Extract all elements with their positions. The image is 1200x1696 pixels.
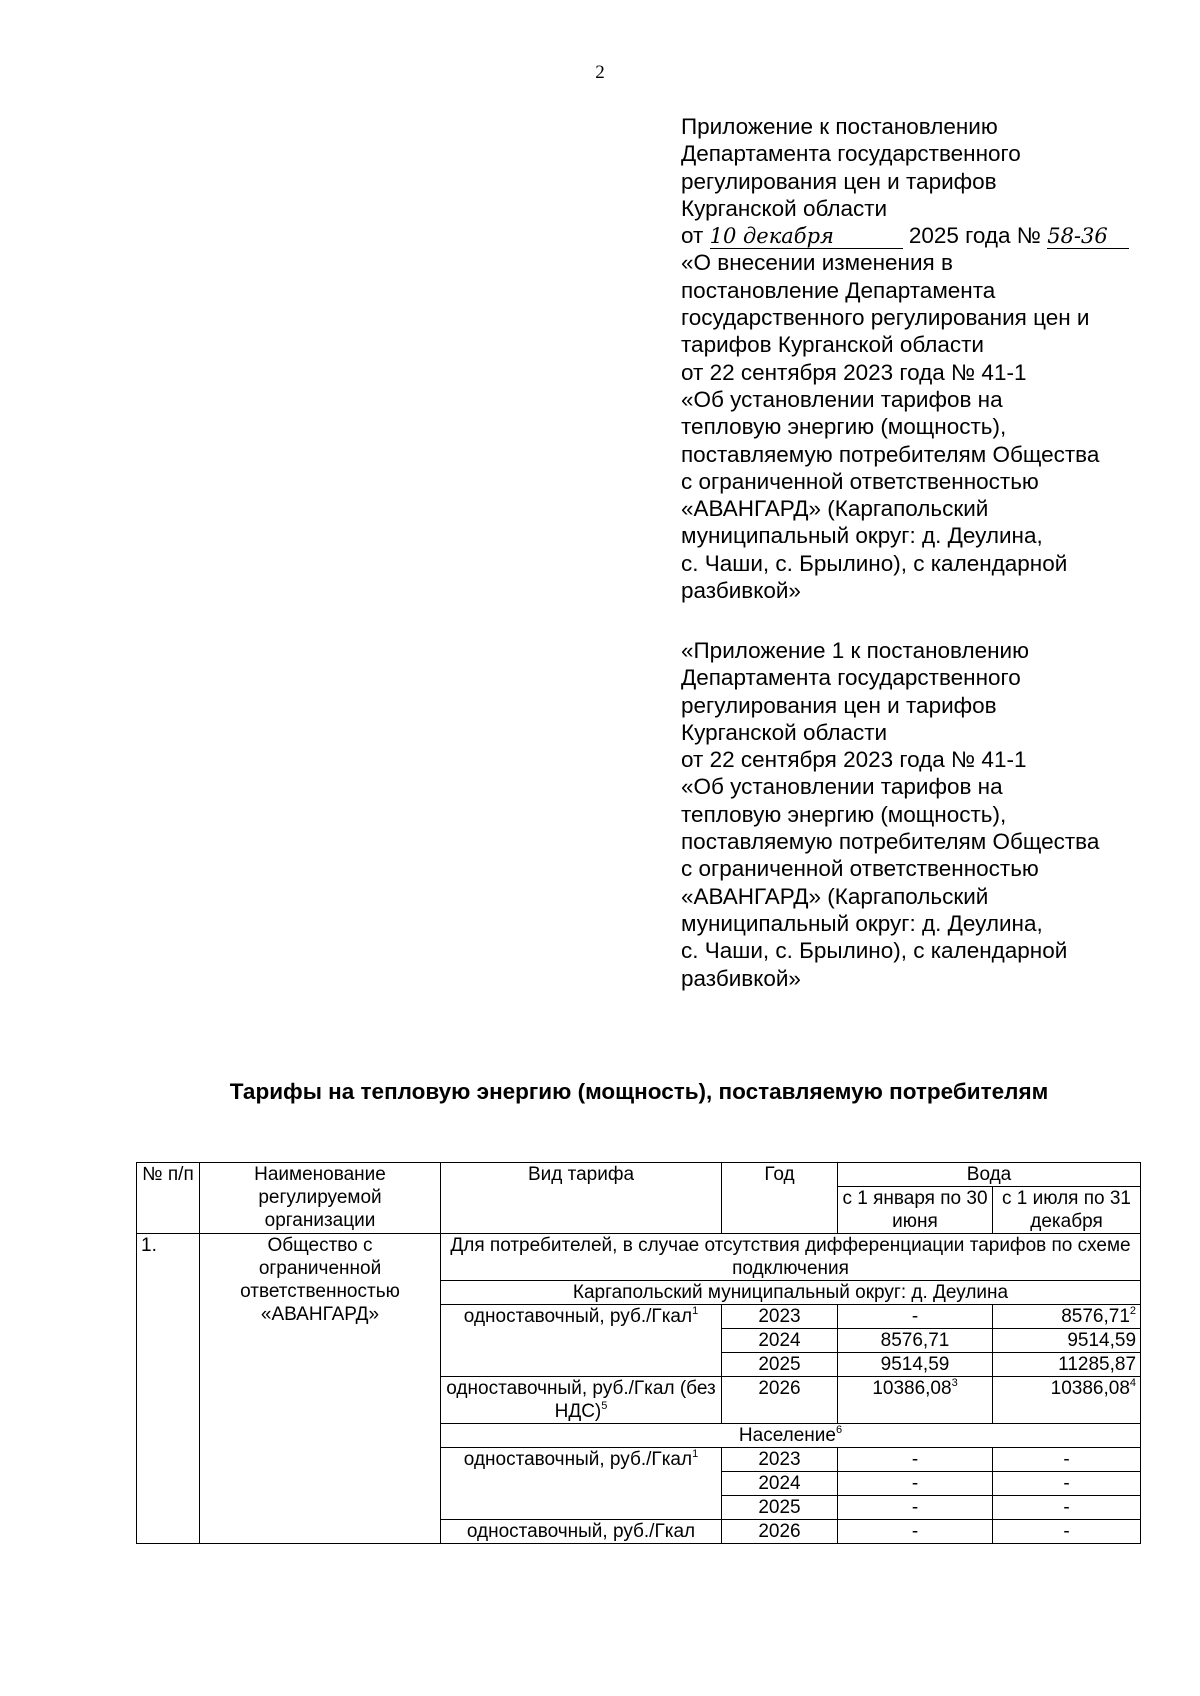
appendix-1-line: «Приложение 1 к постановлению [681,638,1029,663]
tariff-type-cell [441,1377,722,1424]
year-cell: 2026 [722,1377,838,1424]
footnote-mark: 4 [1129,1377,1137,1389]
district-row: Каргапольский муниципальный округ: д. Деулина [441,1281,1141,1305]
header-period-1: с 1 января по 30 июня [838,1187,993,1234]
appendix-header-line: Приложение к постановлению [681,114,998,139]
row-number: 1. [137,1234,200,1544]
tariff-type-label: одноставочный, руб./Гкал [463,1449,693,1470]
appendix-1-line: разбивкой» [681,965,801,991]
tariff-type-cell [441,1305,722,1377]
appendix-header-line: муниципальный округ: д. Деулина, [681,523,1043,549]
footnote-mark: 1 [692,1448,699,1460]
handwritten-number: 58-36 [1047,224,1129,249]
appendix-header-line: поставляемую потребителям Общества [681,441,1100,467]
period-1-value: 9514,59 [838,1353,993,1377]
appendix-header-line: «АВАНГАРД» (Каргапольский [681,496,989,522]
appendix-1-line: с. Чаши, с. Брылино), с календарной [681,938,1068,964]
period-2-value: - [993,1448,1141,1472]
period-2-value: - [993,1496,1141,1520]
appendix-1-line: от 22 сентября 2023 года № 41-1 [681,747,1027,773]
organization-name: Общество с ограниченной ответственностью «АВАНГАРД» [200,1234,441,1544]
appendix-header-line: тепловую энергию (мощность), [681,414,1007,440]
table-row [137,1234,1141,1281]
value-text: 10386,08 [872,1378,952,1399]
period-1-value: 8576,71 [838,1329,993,1353]
tariff-type-label: одноставочный, руб./Гкал [463,1306,693,1327]
appendix-header-line: регулирования цен и тарифов [681,168,997,194]
period-1-value: - [838,1448,993,1472]
footnote-mark: 5 [601,1400,608,1412]
period-2-value: - [993,1472,1141,1496]
footnote-mark: 1 [692,1305,699,1317]
appendix-1-line: «АВАНГАРД» (Каргапольский [681,883,989,909]
header-org: Наименование регулируемой организации [200,1163,441,1234]
page-number: 2 [595,62,605,83]
year-cell: 2025 [722,1496,838,1520]
year-cell: 2023 [722,1448,838,1472]
appendix-1-line: регулирования цен и тарифов [681,692,997,718]
year-cell: 2024 [722,1472,838,1496]
tariff-type-label: одноставочный, руб./Гкал [441,1520,722,1544]
appendix-header-line: Департамента государственного [681,141,1021,167]
appendix-header-line: «О внесении изменения в [681,250,953,276]
appendix-header-line: от 22 сентября 2023 года № 41-1 [681,359,1027,385]
table-header-row [137,1163,1141,1187]
period-2-value: 11285,87 [993,1353,1141,1377]
year-cell: 2025 [722,1353,838,1377]
appendix-header-line: государственного регулирования цен и [681,305,1090,331]
tariff-type-label: одноставочный, руб./Гкал (без НДС) [446,1378,716,1422]
appendix-header [681,113,1151,604]
header-tariff-type: Вид тарифа [441,1163,722,1234]
year-cell: 2023 [722,1305,838,1329]
period-1-value [838,1377,993,1424]
value-text: 8576,71 [1061,1306,1130,1327]
appendix-1-line: поставляемую потребителям Общества [681,829,1100,855]
appendix-header-line: тарифов Курганской области [681,332,984,358]
footnote-mark: 2 [1129,1305,1137,1317]
period-1-value: - [838,1496,993,1520]
appendix-1-line: муниципальный округ: д. Деулина, [681,910,1043,936]
appendix-1-line: с ограниченной ответственностью [681,856,1039,882]
date-prefix: от [681,223,704,249]
appendix-1-line: Курганской области [681,719,888,745]
period-1-value: - [838,1305,993,1329]
decree-date-line [681,222,1151,249]
appendix-header-line: Курганской области [681,195,888,221]
period-2-value [993,1305,1141,1329]
header-period-2: с 1 июля по 31 декабря [993,1187,1141,1234]
period-2-value: - [993,1520,1141,1544]
handwritten-date: 10 декабря [710,224,903,249]
period-2-value: 9514,59 [993,1329,1141,1353]
appendix-header-line: с ограниченной ответственностью [681,468,1039,494]
header-year: Год [722,1163,838,1234]
year-cell: 2026 [722,1520,838,1544]
appendix-1-line: Департамента государственного [681,665,1021,691]
document-title: Тарифы на тепловую энергию (мощность), поставляемую потребителям [229,1079,1049,1104]
header-num: № п/п [137,1163,200,1234]
population-label: Население [738,1425,836,1446]
appendix-header-line: «Об установлении тарифов на [681,386,1003,412]
year-text: 2025 года № [908,223,1041,249]
appendix-1-line: «Об установлении тарифов на [681,774,1003,800]
appendix-1-line: тепловую энергию (мощность), [681,801,1007,827]
header-water: Вода [838,1163,1141,1187]
footnote-mark: 3 [951,1377,958,1389]
value-text: 10386,08 [1050,1378,1130,1399]
appendix-header-line: разбивкой» [681,578,801,604]
appendix-1-header [681,637,1151,992]
footnote-mark: 6 [835,1424,843,1436]
appendix-header-line: с. Чаши, с. Брылино), с календарной [681,550,1068,576]
period-1-value: - [838,1472,993,1496]
tariffs-table [136,1162,1141,1544]
population-row [441,1424,1141,1448]
period-1-value: - [838,1520,993,1544]
year-cell: 2024 [722,1329,838,1353]
appendix-header-line: постановление Департамента [681,277,996,303]
section-consumers: Для потребителей, в случае отсутствия дифференциации тарифов по схеме подключения [441,1234,1141,1281]
tariff-type-cell [441,1448,722,1520]
period-2-value [993,1377,1141,1424]
